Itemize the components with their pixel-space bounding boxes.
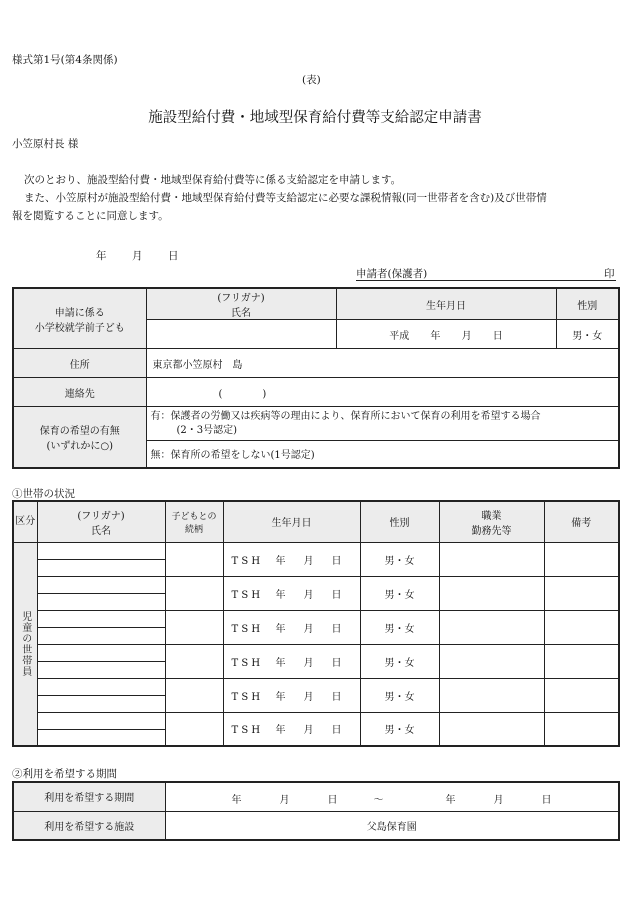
member-furigana-field[interactable] — [37, 678, 165, 695]
member-note-field[interactable] — [544, 576, 619, 610]
household-group-label: 児童の世帯員 — [13, 542, 37, 746]
member-sex-field[interactable]: 男・女 — [360, 644, 439, 678]
period-field[interactable]: 年 月 日 ～ 年 月 日 — [165, 782, 619, 811]
facility-field[interactable]: 父島保育園 — [165, 811, 619, 840]
household-row — [13, 542, 619, 559]
member-sex-field[interactable]: 男・女 — [360, 542, 439, 576]
col-dob-header: 生年月日 — [223, 501, 360, 542]
date-month: 月 — [132, 250, 143, 262]
member-note-field[interactable] — [544, 542, 619, 576]
period-section-title: ②利用を希望する期間 — [12, 768, 117, 780]
household-row — [13, 576, 619, 593]
col-relation-header: 子どもとの 続柄 — [165, 501, 223, 542]
nursery-hope-label: 保育の希望の有無 (いずれかに○) — [13, 407, 146, 468]
facility-label: 利用を希望する施設 — [13, 811, 165, 840]
member-sex-field[interactable]: 男・女 — [360, 678, 439, 712]
member-name-field[interactable] — [37, 593, 165, 610]
date-year: 年 — [96, 250, 107, 262]
member-relation-field[interactable] — [165, 576, 223, 610]
period-label: 利用を希望する期間 — [13, 782, 165, 811]
member-furigana-field[interactable] — [37, 576, 165, 593]
member-job-field[interactable] — [439, 678, 544, 712]
member-sex-field[interactable]: 男・女 — [360, 712, 439, 746]
member-sex-field[interactable]: 男・女 — [360, 576, 439, 610]
page-title: 施設型給付費・地域型保育給付費等支給認定申請書 — [148, 110, 482, 126]
period-table — [12, 781, 620, 841]
seal-mark: 印 — [604, 268, 615, 280]
member-dob-field[interactable]: T S H 年 月 日 — [223, 712, 360, 746]
address-field[interactable]: 東京都小笠原村 島 — [146, 349, 619, 378]
addressee: 小笠原村長 様 — [12, 138, 79, 150]
child-name-header: (フリガナ) 氏名 — [146, 288, 336, 320]
member-note-field[interactable] — [544, 712, 619, 746]
member-job-field[interactable] — [439, 576, 544, 610]
child-dob-field[interactable]: 平成 年 月 日 — [336, 320, 556, 349]
household-section-title: ①世帯の状況 — [12, 488, 75, 500]
member-dob-field[interactable]: T S H 年 月 日 — [223, 610, 360, 644]
child-sex-header: 性別 — [556, 288, 619, 320]
nursery-hope-yes-option[interactable]: 有：保護者の労働又は疾病等の理由により、保育所において保育の利用を希望する場合 (2・3号認定) — [146, 407, 619, 441]
member-furigana-field[interactable] — [37, 644, 165, 661]
member-name-field[interactable] — [37, 695, 165, 712]
child-dob-header: 生年月日 — [336, 288, 556, 320]
child-name-field[interactable] — [146, 320, 336, 349]
member-relation-field[interactable] — [165, 712, 223, 746]
household-row — [13, 644, 619, 661]
nursery-hope-no-option[interactable]: 無：保育所の希望をしない(1号認定) — [146, 441, 619, 468]
member-relation-field[interactable] — [165, 610, 223, 644]
member-job-field[interactable] — [439, 712, 544, 746]
form-side: (表) — [302, 74, 321, 86]
col-job-header: 職業 勤務先等 — [439, 501, 544, 542]
col-kubun-header: 区分 — [13, 501, 37, 542]
member-name-field[interactable] — [37, 729, 165, 746]
child-sex-field[interactable]: 男・女 — [556, 320, 619, 349]
member-relation-field[interactable] — [165, 644, 223, 678]
member-note-field[interactable] — [544, 644, 619, 678]
col-sex-header: 性別 — [360, 501, 439, 542]
date-day: 日 — [168, 250, 179, 262]
intro-line-1: 次のとおり、施設型給付費・地域型保育給付費等に係る支給認定を申請します。 — [24, 174, 402, 186]
member-relation-field[interactable] — [165, 542, 223, 576]
applicant-label: 申請者(保護者) — [356, 268, 428, 280]
member-furigana-field[interactable] — [37, 610, 165, 627]
member-job-field[interactable] — [439, 644, 544, 678]
col-name-header: (フリガナ) 氏名 — [37, 501, 165, 542]
member-note-field[interactable] — [544, 678, 619, 712]
member-furigana-field[interactable] — [37, 712, 165, 729]
applicant-underline — [356, 280, 616, 281]
household-row — [13, 678, 619, 695]
member-dob-field[interactable]: T S H 年 月 日 — [223, 678, 360, 712]
intro-line-2: また、小笠原村が施設型給付費・地域型保育給付費等支給認定に必要な課税情報(同一世帯者を含む)及び世帯情 — [24, 192, 547, 204]
child-row-label: 申請に係る 小学校就学前子ども — [13, 288, 146, 349]
address-label: 住所 — [13, 349, 146, 378]
col-note-header: 備考 — [544, 501, 619, 542]
member-dob-field[interactable]: T S H 年 月 日 — [223, 576, 360, 610]
member-dob-field[interactable]: T S H 年 月 日 — [223, 542, 360, 576]
member-name-field[interactable] — [37, 627, 165, 644]
member-dob-field[interactable]: T S H 年 月 日 — [223, 644, 360, 678]
contact-label: 連絡先 — [13, 378, 146, 407]
form-number: 様式第1号(第4条関係) — [12, 54, 118, 66]
member-sex-field[interactable]: 男・女 — [360, 610, 439, 644]
member-name-field[interactable] — [37, 559, 165, 576]
household-table — [12, 500, 620, 747]
member-note-field[interactable] — [544, 610, 619, 644]
contact-field[interactable]: ( ) — [146, 378, 619, 407]
child-table — [12, 287, 620, 469]
member-name-field[interactable] — [37, 661, 165, 678]
household-row — [13, 712, 619, 729]
member-furigana-field[interactable] — [37, 542, 165, 559]
member-relation-field[interactable] — [165, 678, 223, 712]
household-row — [13, 610, 619, 627]
intro-line-3: 報を閲覧することに同意します。 — [12, 210, 169, 222]
member-job-field[interactable] — [439, 542, 544, 576]
member-job-field[interactable] — [439, 610, 544, 644]
